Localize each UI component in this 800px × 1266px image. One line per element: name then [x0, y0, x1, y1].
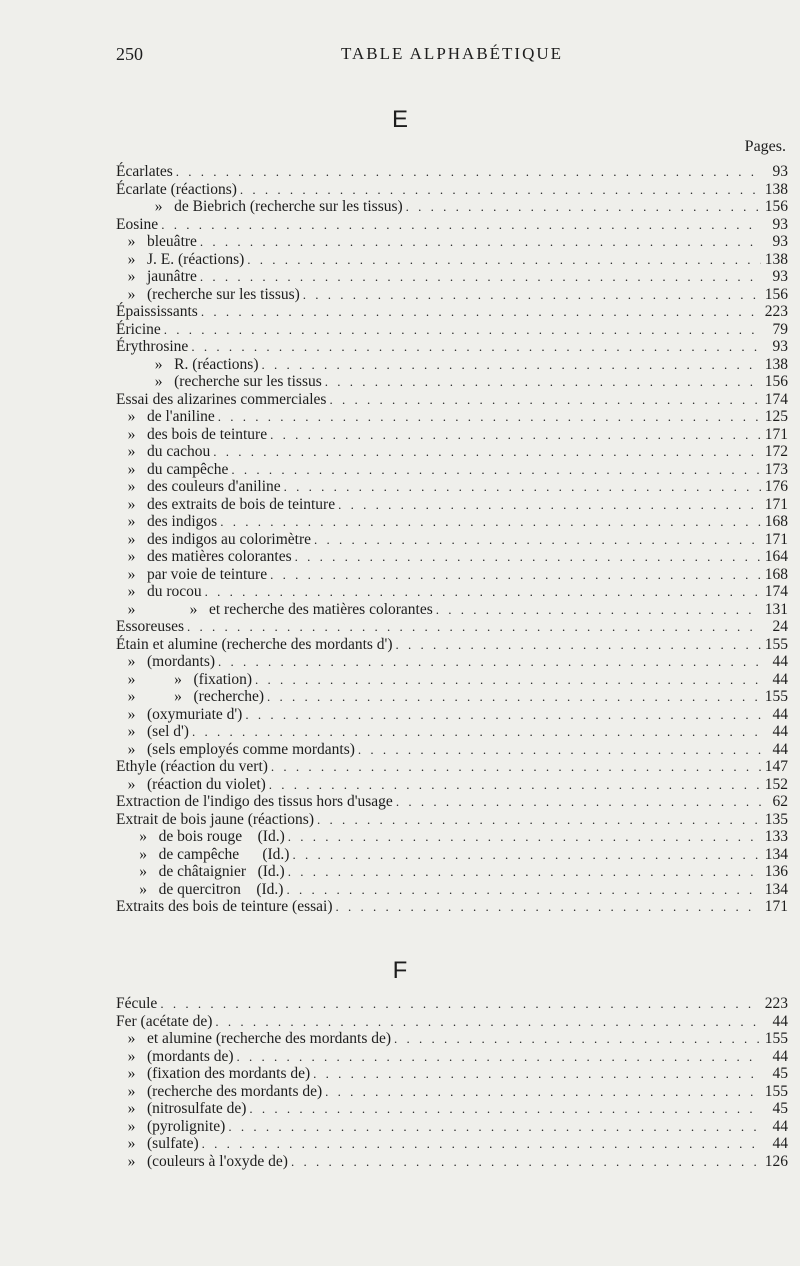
dot-leader — [215, 1013, 761, 1031]
entry-page-number: 223 — [764, 995, 788, 1012]
index-entry — [116, 356, 788, 374]
entry-label: » des extraits de bois de teinture — [116, 495, 336, 513]
index-entry — [116, 846, 788, 864]
dot-leader — [313, 1065, 761, 1083]
page-number: 250 — [116, 44, 143, 64]
index-entry — [116, 216, 788, 234]
entry-label: » (pyrolignite) — [116, 1117, 226, 1135]
index-entry — [116, 513, 788, 531]
dot-leader — [295, 548, 761, 566]
entry-page-number: 44 — [772, 705, 788, 723]
entry-label: » (mordants de) — [116, 1047, 234, 1065]
entry-label: » bleuâtre — [116, 233, 197, 250]
index-entry — [116, 688, 788, 706]
dot-leader — [176, 163, 761, 181]
entry-label: » » (recherche) — [116, 688, 265, 705]
index-entry — [116, 373, 788, 391]
entry-label: » (recherche sur les tissus — [116, 373, 322, 390]
entry-page-number: 44 — [772, 1135, 788, 1152]
entry-label: Érythrosine — [116, 338, 189, 355]
entry-page-number: 133 — [764, 828, 788, 845]
entry-label: » de châtaignier (Id.) — [116, 863, 285, 880]
dot-leader — [245, 706, 761, 724]
dot-leader — [288, 828, 761, 846]
dot-leader — [396, 636, 761, 654]
dot-leader — [314, 531, 761, 549]
index-entry — [116, 583, 788, 601]
entry-page-number: 93 — [772, 215, 788, 233]
dot-leader — [231, 461, 761, 479]
entry-page-number: 168 — [764, 565, 788, 583]
entry-page-number: 155 — [764, 1030, 788, 1047]
index-entry — [116, 653, 788, 671]
entry-page-number: 45 — [772, 1065, 788, 1082]
section-letter-f: F — [392, 957, 408, 984]
dot-leader — [201, 303, 761, 321]
dot-leader — [270, 426, 761, 444]
entry-label: » de Biebrich (recherche sur les tissus) — [116, 198, 403, 215]
entry-label: » (recherche des mordants de) — [116, 1082, 323, 1100]
entry-page-number: 93 — [772, 163, 788, 180]
index-entry — [116, 181, 788, 199]
entry-page-number: 93 — [772, 338, 788, 355]
entry-page-number: 62 — [772, 793, 788, 810]
entry-label: » (sulfate) — [116, 1135, 199, 1152]
dot-leader — [213, 443, 761, 461]
dot-leader — [164, 321, 761, 339]
index-entry — [116, 426, 788, 444]
dot-leader — [192, 723, 761, 741]
index-entry — [116, 1030, 788, 1048]
entry-page-number: 176 — [764, 478, 788, 495]
index-entry — [116, 338, 788, 356]
dot-leader — [160, 995, 761, 1013]
entry-label: Fer (acétate de) — [116, 1012, 213, 1030]
index-entry — [116, 1135, 788, 1153]
entry-label: » R. (réactions) — [116, 355, 259, 373]
entry-label: Eosine — [116, 215, 159, 233]
entry-label: » » (fixation) — [116, 670, 253, 688]
entry-page-number: 44 — [772, 740, 788, 758]
section-letter-e: E — [391, 106, 408, 133]
entry-page-number: 174 — [764, 583, 788, 600]
dot-leader — [325, 1083, 761, 1101]
index-entry — [116, 461, 788, 479]
index-entry — [116, 618, 788, 636]
pages-label: Pages. — [744, 138, 786, 155]
index-entry — [116, 811, 788, 829]
index-entry — [116, 776, 788, 794]
entry-page-number: 136 — [764, 863, 788, 880]
index-entry — [116, 1153, 788, 1171]
dot-leader — [271, 758, 761, 776]
entry-label: » des indigos — [116, 513, 218, 530]
entry-page-number: 93 — [772, 233, 788, 250]
dot-leader — [291, 1153, 761, 1171]
index-entry — [116, 478, 788, 496]
entry-page-number: 152 — [764, 775, 788, 793]
dot-leader — [292, 846, 761, 864]
entry-page-number: 173 — [764, 460, 788, 478]
dot-leader — [200, 268, 761, 286]
entry-label: » des bois de teinture — [116, 425, 268, 443]
entry-label: » du rocou — [116, 583, 202, 600]
entry-page-number: 155 — [764, 688, 788, 705]
entry-label: Fécule — [116, 995, 158, 1012]
dot-leader — [205, 583, 761, 601]
entry-label: » » et recherche des matières colorantes — [116, 600, 433, 618]
index-entry — [116, 793, 788, 811]
entry-label: » (réaction du violet) — [116, 775, 266, 793]
index-entry — [116, 1065, 788, 1083]
index-entry — [116, 995, 788, 1013]
index-entry — [116, 881, 788, 899]
entry-label: » des matières colorantes — [116, 548, 292, 565]
entry-label: » (oxymuriate d') — [116, 705, 243, 723]
index-entry — [116, 443, 788, 461]
entry-page-number: 44 — [772, 1117, 788, 1135]
entry-page-number: 135 — [764, 810, 788, 828]
entry-label: » (nitrosulfate de) — [116, 1100, 247, 1117]
index-entry — [116, 251, 788, 269]
entry-label: » (mordants) — [116, 653, 216, 670]
dot-leader — [303, 286, 761, 304]
dot-leader — [228, 1118, 761, 1136]
index-entry — [116, 408, 788, 426]
entry-label: Étain et alumine (recherche des mordants d') — [116, 635, 393, 653]
index-entry — [116, 601, 788, 619]
dot-leader — [200, 233, 761, 251]
entry-page-number: 44 — [772, 1047, 788, 1065]
entry-page-number: 171 — [764, 530, 788, 548]
index-entry — [116, 548, 788, 566]
index-section-e — [116, 163, 788, 916]
entry-page-number: 138 — [764, 250, 788, 268]
dot-leader — [247, 251, 761, 269]
running-title: TABLE ALPHABÉTIQUE — [340, 44, 564, 63]
dot-leader — [286, 881, 761, 899]
entry-page-number: 45 — [772, 1100, 788, 1117]
index-entry — [116, 198, 788, 216]
entry-label: Écarlate (réactions) — [116, 180, 237, 198]
index-entry — [116, 1100, 788, 1118]
dot-leader — [394, 1030, 761, 1048]
entry-label: » de bois rouge (Id.) — [116, 828, 285, 845]
page-header — [116, 44, 788, 68]
dot-leader — [317, 811, 761, 829]
entry-label: Extrait de bois jaune (réactions) — [116, 810, 314, 828]
entry-label: » (recherche sur les tissus) — [116, 285, 300, 303]
entry-label: Écarlates — [116, 163, 173, 180]
entry-page-number: 44 — [772, 723, 788, 740]
entry-label: Extraction de l'indigo des tissus hors d'usage — [116, 793, 393, 810]
entry-page-number: 125 — [764, 408, 788, 425]
entry-page-number: 44 — [772, 653, 788, 670]
index-entry — [116, 898, 788, 916]
dot-leader — [202, 1135, 761, 1153]
dot-leader — [261, 356, 761, 374]
index-entry — [116, 566, 788, 584]
dot-leader — [270, 566, 761, 584]
entry-page-number: 156 — [764, 285, 788, 303]
entry-page-number: 44 — [772, 670, 788, 688]
entry-page-number: 172 — [764, 443, 788, 460]
dot-leader — [191, 338, 761, 356]
entry-label: Éricine — [116, 320, 161, 338]
index-entry — [116, 706, 788, 724]
dot-leader — [267, 688, 761, 706]
entry-page-number: 44 — [772, 1012, 788, 1030]
index-entry — [116, 268, 788, 286]
dot-leader — [240, 181, 761, 199]
index-entry — [116, 758, 788, 776]
entry-page-number: 171 — [764, 495, 788, 513]
entry-label: » et alumine (recherche des mordants de) — [116, 1030, 392, 1047]
index-entry — [116, 321, 788, 339]
entry-page-number: 156 — [764, 198, 788, 215]
entry-page-number: 93 — [772, 268, 788, 285]
entry-label: Épaississants — [116, 303, 198, 320]
entry-label: Ethyle (réaction du vert) — [116, 758, 268, 775]
entry-page-number: 134 — [764, 845, 788, 863]
index-entry — [116, 723, 788, 741]
entry-label: Essoreuses — [116, 618, 185, 635]
dot-leader — [325, 373, 761, 391]
dot-leader — [284, 478, 761, 496]
entry-page-number: 155 — [764, 635, 788, 653]
entry-page-number: 174 — [764, 390, 788, 408]
entry-page-number: 126 — [764, 1152, 788, 1170]
entry-page-number: 138 — [764, 355, 788, 373]
entry-page-number: 171 — [764, 898, 788, 915]
index-entry — [116, 636, 788, 654]
index-entry — [116, 1013, 788, 1031]
dot-leader — [288, 863, 761, 881]
dot-leader — [336, 898, 761, 916]
entry-page-number: 168 — [764, 513, 788, 530]
entry-label: » (fixation des mordants de) — [116, 1065, 311, 1082]
dot-leader — [187, 618, 761, 636]
entry-label: » du campêche — [116, 460, 229, 478]
entry-label: » J. E. (réactions) — [116, 250, 245, 268]
entry-label: » de l'aniline — [116, 408, 215, 425]
entry-label: » de quercitron (Id.) — [116, 880, 284, 898]
entry-label: » de campêche (Id.) — [116, 845, 290, 863]
entry-label: » (sels employés comme mordants) — [116, 740, 355, 758]
index-entry — [116, 303, 788, 321]
entry-label: » du cachou — [116, 443, 211, 460]
dot-leader — [396, 793, 761, 811]
index-entry — [116, 1048, 788, 1066]
dot-leader — [436, 601, 761, 619]
index-entry — [116, 496, 788, 514]
entry-page-number: 24 — [772, 618, 788, 635]
entry-page-number: 147 — [764, 758, 788, 775]
dot-leader — [406, 198, 761, 216]
index-entry — [116, 828, 788, 846]
entry-label: » des couleurs d'aniline — [116, 478, 281, 495]
entry-page-number: 155 — [764, 1082, 788, 1100]
index-entry — [116, 163, 788, 181]
index-entry — [116, 1118, 788, 1136]
entry-label: » jaunâtre — [116, 268, 197, 285]
entry-page-number: 156 — [764, 373, 788, 390]
entry-label: » par voie de teinture — [116, 565, 268, 583]
entry-label: » (sel d') — [116, 723, 189, 740]
index-entry — [116, 863, 788, 881]
entry-page-number: 164 — [764, 548, 788, 565]
entry-page-number: 223 — [764, 303, 788, 320]
entry-page-number: 79 — [772, 320, 788, 338]
index-section-f — [116, 995, 788, 1170]
index-entry — [116, 233, 788, 251]
dot-leader — [237, 1048, 761, 1066]
entry-label: Extraits des bois de teinture (essai) — [116, 898, 333, 915]
index-entry — [116, 286, 788, 304]
dot-leader — [161, 216, 761, 234]
dot-leader — [338, 496, 761, 514]
entry-page-number: 138 — [764, 180, 788, 198]
dot-leader — [249, 1100, 761, 1118]
entry-page-number: 131 — [764, 600, 788, 618]
entry-label: » (couleurs à l'oxyde de) — [116, 1152, 288, 1170]
dot-leader — [220, 513, 761, 531]
entry-label: Essai des alizarines commerciales — [116, 390, 327, 408]
dot-leader — [269, 776, 761, 794]
dot-leader — [329, 391, 761, 409]
entry-page-number: 134 — [764, 880, 788, 898]
dot-leader — [218, 408, 761, 426]
index-entry — [116, 671, 788, 689]
index-entry — [116, 741, 788, 759]
dot-leader — [358, 741, 761, 759]
entry-label: » des indigos au colorimètre — [116, 530, 311, 548]
dot-leader — [218, 653, 761, 671]
index-entry — [116, 531, 788, 549]
index-entry — [116, 391, 788, 409]
entry-page-number: 171 — [764, 425, 788, 443]
index-entry — [116, 1083, 788, 1101]
dot-leader — [255, 671, 761, 689]
